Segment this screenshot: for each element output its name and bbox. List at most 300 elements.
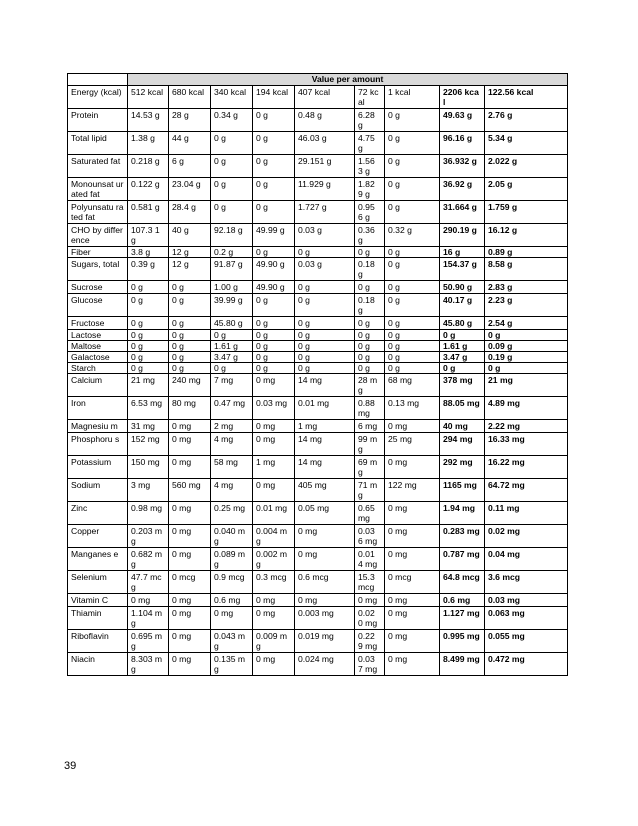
table-row xyxy=(68,502,568,525)
value-cell: 3.47 g xyxy=(211,352,253,363)
value-cell: 0 mg xyxy=(253,420,295,433)
value-cell: 0.34 g xyxy=(211,109,253,132)
per-serving-value-cell: 0.09 g xyxy=(485,341,568,352)
value-cell: 91.87 g xyxy=(211,258,253,281)
total-value-cell: 64.8 mcg xyxy=(440,571,485,594)
value-cell: 0.18 g xyxy=(355,294,385,317)
value-cell: 0 g xyxy=(253,109,295,132)
value-cell: 0.01 mg xyxy=(253,502,295,525)
nutrient-name-cell: Starch xyxy=(68,363,128,374)
per-serving-value-cell: 2.22 mg xyxy=(485,420,568,433)
value-cell: 405 mg xyxy=(295,479,355,502)
value-cell: 0.25 mg xyxy=(211,502,253,525)
value-cell: 0.02 0 mg xyxy=(355,607,385,630)
value-cell: 0.135 mg xyxy=(211,653,253,676)
value-cell: 0 g xyxy=(385,132,440,155)
per-serving-value-cell: 0.055 mg xyxy=(485,630,568,653)
nutrient-name-cell: Riboflavin xyxy=(68,630,128,653)
total-value-cell: 40.17 g xyxy=(440,294,485,317)
value-cell: 122 mg xyxy=(385,479,440,502)
value-cell: 0 g xyxy=(253,363,295,374)
value-cell: 0 g xyxy=(211,363,253,374)
table-row xyxy=(68,363,568,374)
value-cell: 0.65 mg xyxy=(355,502,385,525)
total-value-cell: 0.6 mg xyxy=(440,594,485,607)
value-cell: 0 g xyxy=(355,341,385,352)
value-cell: 0 mg xyxy=(385,594,440,607)
value-cell: 0.47 mg xyxy=(211,397,253,420)
table-row xyxy=(68,433,568,456)
value-cell: 0.009 mg xyxy=(253,630,295,653)
nutrient-name-cell: Sodium xyxy=(68,479,128,502)
value-cell: 0 g xyxy=(211,201,253,224)
table-row xyxy=(68,525,568,548)
per-serving-value-cell: 0 g xyxy=(485,363,568,374)
value-cell: 6.28 g xyxy=(355,109,385,132)
per-serving-value-cell: 0.472 mg xyxy=(485,653,568,676)
nutrient-name-cell: Potassium xyxy=(68,456,128,479)
value-cell: 6.53 mg xyxy=(128,397,169,420)
total-value-cell: 0 g xyxy=(440,363,485,374)
value-cell: 0 mg xyxy=(385,502,440,525)
per-serving-value-cell: 64.72 mg xyxy=(485,479,568,502)
value-cell: 0.002 mg xyxy=(253,548,295,571)
value-cell: 0 g xyxy=(128,317,169,330)
value-cell: 14.53 g xyxy=(128,109,169,132)
value-cell: 28 mg xyxy=(355,374,385,397)
table-row xyxy=(68,294,568,317)
value-cell: 0 g xyxy=(253,341,295,352)
value-cell: 0.003 mg xyxy=(295,607,355,630)
total-value-cell: 36.92 g xyxy=(440,178,485,201)
value-cell: 0 mg xyxy=(295,548,355,571)
per-serving-value-cell: 2.54 g xyxy=(485,317,568,330)
nutrient-name-cell: Fiber xyxy=(68,247,128,258)
total-value-cell: 0.283 mg xyxy=(440,525,485,548)
value-cell: 0 mg xyxy=(295,594,355,607)
value-cell: 1.104 mg xyxy=(128,607,169,630)
per-serving-value-cell: 0.04 mg xyxy=(485,548,568,571)
value-cell: 6 g xyxy=(169,155,211,178)
value-cell: 0.03 g xyxy=(295,224,355,247)
value-cell: 0 g xyxy=(295,294,355,317)
value-cell: 0 g xyxy=(211,178,253,201)
value-cell: 0.48 g xyxy=(295,109,355,132)
value-cell: 0 g xyxy=(385,294,440,317)
value-cell: 0 mg xyxy=(169,548,211,571)
value-cell: 560 mg xyxy=(169,479,211,502)
value-cell: 3.8 g xyxy=(128,247,169,258)
value-cell: 0 mg xyxy=(169,420,211,433)
per-serving-value-cell: 3.6 mcg xyxy=(485,571,568,594)
value-cell: 0 g xyxy=(385,109,440,132)
nutrient-name-cell: Iron xyxy=(68,397,128,420)
total-value-cell: 378 mg xyxy=(440,374,485,397)
value-cell: 0 g xyxy=(295,247,355,258)
total-value-cell: 1.61 g xyxy=(440,341,485,352)
value-cell: 58 mg xyxy=(211,456,253,479)
value-cell: 0 mg xyxy=(385,525,440,548)
value-cell: 0.024 mg xyxy=(295,653,355,676)
table-row xyxy=(68,571,568,594)
value-cell: 4.75 g xyxy=(355,132,385,155)
nutrient-name-cell: Monounsat urated fat xyxy=(68,178,128,201)
nutrient-name-cell: Niacin xyxy=(68,653,128,676)
value-cell: 340 kcal xyxy=(211,86,253,109)
value-cell: 0 g xyxy=(295,330,355,341)
value-cell: 49.90 g xyxy=(253,281,295,294)
value-cell: 0 g xyxy=(169,341,211,352)
value-cell: 0 mg xyxy=(253,374,295,397)
per-serving-value-cell: 2.022 g xyxy=(485,155,568,178)
value-cell: 0.695 mg xyxy=(128,630,169,653)
nutrient-name-cell: Thiamin xyxy=(68,607,128,630)
value-cell: 0 g xyxy=(211,330,253,341)
value-cell: 0 g xyxy=(128,352,169,363)
per-serving-value-cell: 21 mg xyxy=(485,374,568,397)
value-cell: 0 g xyxy=(128,363,169,374)
value-cell: 46.03 g xyxy=(295,132,355,155)
value-cell: 0 mg xyxy=(385,456,440,479)
value-per-amount-header: Value per amount xyxy=(128,74,568,86)
total-value-cell: 1.127 mg xyxy=(440,607,485,630)
nutrient-name-cell: Saturated fat xyxy=(68,155,128,178)
value-cell: 0 g xyxy=(128,341,169,352)
nutrient-name-cell: Fructose xyxy=(68,317,128,330)
value-cell: 107.3 1 g xyxy=(128,224,169,247)
table-row xyxy=(68,548,568,571)
table-row xyxy=(68,86,568,109)
value-cell: 0.122 g xyxy=(128,178,169,201)
total-value-cell: 40 mg xyxy=(440,420,485,433)
nutrient-name-cell: Lactose xyxy=(68,330,128,341)
nutrient-name-cell: Galactose xyxy=(68,352,128,363)
value-cell: 69 mg xyxy=(355,456,385,479)
per-serving-value-cell: 16.22 mg xyxy=(485,456,568,479)
total-value-cell: 31.664 g xyxy=(440,201,485,224)
table-row xyxy=(68,594,568,607)
value-cell: 0 g xyxy=(253,352,295,363)
total-value-cell: 0.995 mg xyxy=(440,630,485,653)
value-cell: 194 kcal xyxy=(253,86,295,109)
per-serving-value-cell: 2.05 g xyxy=(485,178,568,201)
value-cell: 0 g xyxy=(128,294,169,317)
value-cell: 1.727 g xyxy=(295,201,355,224)
value-cell: 0.004 mg xyxy=(253,525,295,548)
value-cell: 0.9 mcg xyxy=(211,571,253,594)
value-cell: 1.82 9 g xyxy=(355,178,385,201)
value-cell: 0.089 mg xyxy=(211,548,253,571)
value-cell: 0 g xyxy=(385,363,440,374)
value-cell: 8.303 mg xyxy=(128,653,169,676)
table-row xyxy=(68,258,568,281)
page-number: 39 xyxy=(64,760,77,772)
total-value-cell: 0 g xyxy=(440,330,485,341)
value-cell: 45.80 g xyxy=(211,317,253,330)
value-cell: 0 g xyxy=(385,155,440,178)
per-serving-value-cell: 0.063 mg xyxy=(485,607,568,630)
value-cell: 3 mg xyxy=(128,479,169,502)
total-value-cell: 88.05 mg xyxy=(440,397,485,420)
value-cell: 0 mg xyxy=(253,594,295,607)
value-cell: 0.203 mg xyxy=(128,525,169,548)
per-serving-value-cell: 0.89 g xyxy=(485,247,568,258)
value-cell: 0.218 g xyxy=(128,155,169,178)
per-serving-value-cell: 122.56 kcal xyxy=(485,86,568,109)
value-cell: 0 g xyxy=(295,363,355,374)
value-cell: 23.04 g xyxy=(169,178,211,201)
value-cell: 15.3 mcg xyxy=(355,571,385,594)
value-cell: 0 g xyxy=(355,281,385,294)
value-cell: 0.6 mcg xyxy=(295,571,355,594)
total-value-cell: 16 g xyxy=(440,247,485,258)
value-cell: 0 g xyxy=(169,281,211,294)
table-row xyxy=(68,201,568,224)
per-serving-value-cell: 0.02 mg xyxy=(485,525,568,548)
nutrient-name-cell: Energy (kcal) xyxy=(68,86,128,109)
value-cell: 0 mg xyxy=(385,630,440,653)
value-cell: 0 mg xyxy=(169,456,211,479)
value-cell: 0.01 4 mg xyxy=(355,548,385,571)
table-row xyxy=(68,607,568,630)
total-value-cell: 96.16 g xyxy=(440,132,485,155)
per-serving-value-cell: 16.12 g xyxy=(485,224,568,247)
value-cell: 0 g xyxy=(253,317,295,330)
per-serving-value-cell: 0 g xyxy=(485,330,568,341)
value-cell: 0 g xyxy=(385,317,440,330)
table-row xyxy=(68,456,568,479)
value-cell: 68 mg xyxy=(385,374,440,397)
value-cell: 0 mg xyxy=(169,525,211,548)
value-cell: 14 mg xyxy=(295,456,355,479)
value-cell: 0 g xyxy=(385,258,440,281)
value-cell: 407 kcal xyxy=(295,86,355,109)
value-cell: 0 g xyxy=(295,352,355,363)
nutrient-table xyxy=(67,73,568,676)
value-cell: 1 kcal xyxy=(385,86,440,109)
value-cell: 1.00 g xyxy=(211,281,253,294)
value-cell: 0 g xyxy=(355,352,385,363)
table-row xyxy=(68,155,568,178)
table-row xyxy=(68,281,568,294)
value-cell: 0.2 g xyxy=(211,247,253,258)
table-row xyxy=(68,247,568,258)
value-cell: 240 mg xyxy=(169,374,211,397)
value-cell: 0 mcg xyxy=(169,571,211,594)
value-cell: 0 mg xyxy=(128,594,169,607)
value-cell: 512 kcal xyxy=(128,86,169,109)
value-cell: 0 mg xyxy=(253,479,295,502)
per-serving-value-cell: 8.58 g xyxy=(485,258,568,281)
value-cell: 0 g xyxy=(385,201,440,224)
value-cell: 4 mg xyxy=(211,433,253,456)
nutrient-name-cell: Vitamin C xyxy=(68,594,128,607)
value-cell: 0 g xyxy=(128,330,169,341)
value-cell: 25 mg xyxy=(385,433,440,456)
value-cell: 2 mg xyxy=(211,420,253,433)
nutrient-name-cell: Sucrose xyxy=(68,281,128,294)
value-cell: 47.7 mcg xyxy=(128,571,169,594)
total-value-cell: 36.932 g xyxy=(440,155,485,178)
value-cell: 0.3 mcg xyxy=(253,571,295,594)
nutrient-name-cell: Polyunsatu rated fat xyxy=(68,201,128,224)
value-cell: 0 g xyxy=(211,155,253,178)
value-cell: 28.4 g xyxy=(169,201,211,224)
value-cell: 39.99 g xyxy=(211,294,253,317)
value-cell: 0.043 mg xyxy=(211,630,253,653)
table-row xyxy=(68,420,568,433)
table-row xyxy=(68,479,568,502)
value-cell: 0 mg xyxy=(385,653,440,676)
value-cell: 0 mg xyxy=(253,607,295,630)
value-cell: 0 g xyxy=(253,201,295,224)
value-cell: 0 g xyxy=(253,247,295,258)
value-cell: 49.99 g xyxy=(253,224,295,247)
value-cell: 0.03 6 mg xyxy=(355,525,385,548)
total-value-cell: 292 mg xyxy=(440,456,485,479)
value-cell: 0 g xyxy=(355,247,385,258)
per-serving-value-cell: 16.33 mg xyxy=(485,433,568,456)
total-value-cell: 45.80 g xyxy=(440,317,485,330)
nutrient-name-cell: Glucose xyxy=(68,294,128,317)
nutrient-name-cell: CHO by difference xyxy=(68,224,128,247)
value-cell: 1.61 g xyxy=(211,341,253,352)
value-cell: 0 g xyxy=(253,132,295,155)
value-cell: 0 mg xyxy=(169,502,211,525)
value-cell: 0 g xyxy=(169,294,211,317)
value-cell: 14 mg xyxy=(295,433,355,456)
value-cell: 0 mg xyxy=(211,607,253,630)
total-value-cell: 154.37 g xyxy=(440,258,485,281)
value-cell: 0.18 g xyxy=(355,258,385,281)
value-cell: 0.05 mg xyxy=(295,502,355,525)
header-blank-cell xyxy=(68,74,128,86)
value-cell: 0.6 mg xyxy=(211,594,253,607)
table-row xyxy=(68,330,568,341)
nutrient-name-cell: Total lipid xyxy=(68,132,128,155)
value-cell: 0 mg xyxy=(253,433,295,456)
value-cell: 0 mg xyxy=(355,594,385,607)
value-cell: 0 mg xyxy=(385,548,440,571)
value-cell: 0 mg xyxy=(169,630,211,653)
total-value-cell: 50.90 g xyxy=(440,281,485,294)
nutrient-name-cell: Protein xyxy=(68,109,128,132)
value-cell: 0 mg xyxy=(169,653,211,676)
total-value-cell: 1165 mg xyxy=(440,479,485,502)
table-row xyxy=(68,630,568,653)
value-cell: 4 mg xyxy=(211,479,253,502)
value-cell: 0 mg xyxy=(295,525,355,548)
value-cell: 31 mg xyxy=(128,420,169,433)
value-cell: 0 g xyxy=(169,363,211,374)
value-cell: 0 g xyxy=(295,281,355,294)
value-cell: 0.22 9 mg xyxy=(355,630,385,653)
nutrient-name-cell: Copper xyxy=(68,525,128,548)
nutrient-name-cell: Magnesiu m xyxy=(68,420,128,433)
value-cell: 0.03 7 mg xyxy=(355,653,385,676)
value-cell: 0 g xyxy=(355,330,385,341)
table-row xyxy=(68,224,568,247)
value-cell: 71 mg xyxy=(355,479,385,502)
nutrient-name-cell: Zinc xyxy=(68,502,128,525)
value-cell: 0 g xyxy=(253,178,295,201)
value-cell: 0 g xyxy=(355,317,385,330)
per-serving-value-cell: 0.03 mg xyxy=(485,594,568,607)
value-cell: 152 mg xyxy=(128,433,169,456)
table-header-row xyxy=(68,74,568,86)
total-value-cell: 2206 kcal xyxy=(440,86,485,109)
value-cell: 0 g xyxy=(385,247,440,258)
value-cell: 0 g xyxy=(253,294,295,317)
total-value-cell: 294 mg xyxy=(440,433,485,456)
nutrient-name-cell: Maltose xyxy=(68,341,128,352)
value-cell: 1 mg xyxy=(295,420,355,433)
value-cell: 0 mg xyxy=(385,420,440,433)
value-cell: 0.36 g xyxy=(355,224,385,247)
value-cell: 0 g xyxy=(169,352,211,363)
value-cell: 0 g xyxy=(295,317,355,330)
value-cell: 6 mg xyxy=(355,420,385,433)
value-cell: 29.151 g xyxy=(295,155,355,178)
value-cell: 0 g xyxy=(385,330,440,341)
value-cell: 0 mg xyxy=(253,653,295,676)
value-cell: 99 mg xyxy=(355,433,385,456)
table-row xyxy=(68,341,568,352)
nutrient-name-cell: Manganes e xyxy=(68,548,128,571)
total-value-cell: 290.19 g xyxy=(440,224,485,247)
value-cell: 0 mcg xyxy=(385,571,440,594)
value-cell: 0.32 g xyxy=(385,224,440,247)
value-cell: 92.18 g xyxy=(211,224,253,247)
value-cell: 44 g xyxy=(169,132,211,155)
value-cell: 80 mg xyxy=(169,397,211,420)
value-cell: 1.56 3 g xyxy=(355,155,385,178)
value-cell: 0.040 mg xyxy=(211,525,253,548)
value-cell: 0.39 g xyxy=(128,258,169,281)
value-cell: 0 g xyxy=(385,281,440,294)
total-value-cell: 8.499 mg xyxy=(440,653,485,676)
value-cell: 28 g xyxy=(169,109,211,132)
total-value-cell: 49.63 g xyxy=(440,109,485,132)
value-cell: 12 g xyxy=(169,247,211,258)
value-cell: 0 mg xyxy=(385,607,440,630)
value-cell: 1 mg xyxy=(253,456,295,479)
per-serving-value-cell: 0.11 mg xyxy=(485,502,568,525)
value-cell: 0.581 g xyxy=(128,201,169,224)
per-serving-value-cell: 2.83 g xyxy=(485,281,568,294)
table-body xyxy=(68,86,568,676)
table-row xyxy=(68,653,568,676)
value-cell: 49.90 g xyxy=(253,258,295,281)
value-cell: 21 mg xyxy=(128,374,169,397)
table-row xyxy=(68,109,568,132)
nutrient-name-cell: Sugars, total xyxy=(68,258,128,281)
per-serving-value-cell: 2.76 g xyxy=(485,109,568,132)
nutrient-name-cell: Calcium xyxy=(68,374,128,397)
value-cell: 1.38 g xyxy=(128,132,169,155)
value-cell: 7 mg xyxy=(211,374,253,397)
table-row xyxy=(68,374,568,397)
table-row xyxy=(68,132,568,155)
value-cell: 0 mg xyxy=(169,607,211,630)
value-cell: 0 g xyxy=(385,352,440,363)
value-cell: 0 g xyxy=(169,317,211,330)
value-cell: 0 g xyxy=(211,132,253,155)
value-cell: 0 mg xyxy=(169,594,211,607)
value-cell: 0 g xyxy=(295,341,355,352)
value-cell: 0 g xyxy=(355,363,385,374)
table-row xyxy=(68,397,568,420)
